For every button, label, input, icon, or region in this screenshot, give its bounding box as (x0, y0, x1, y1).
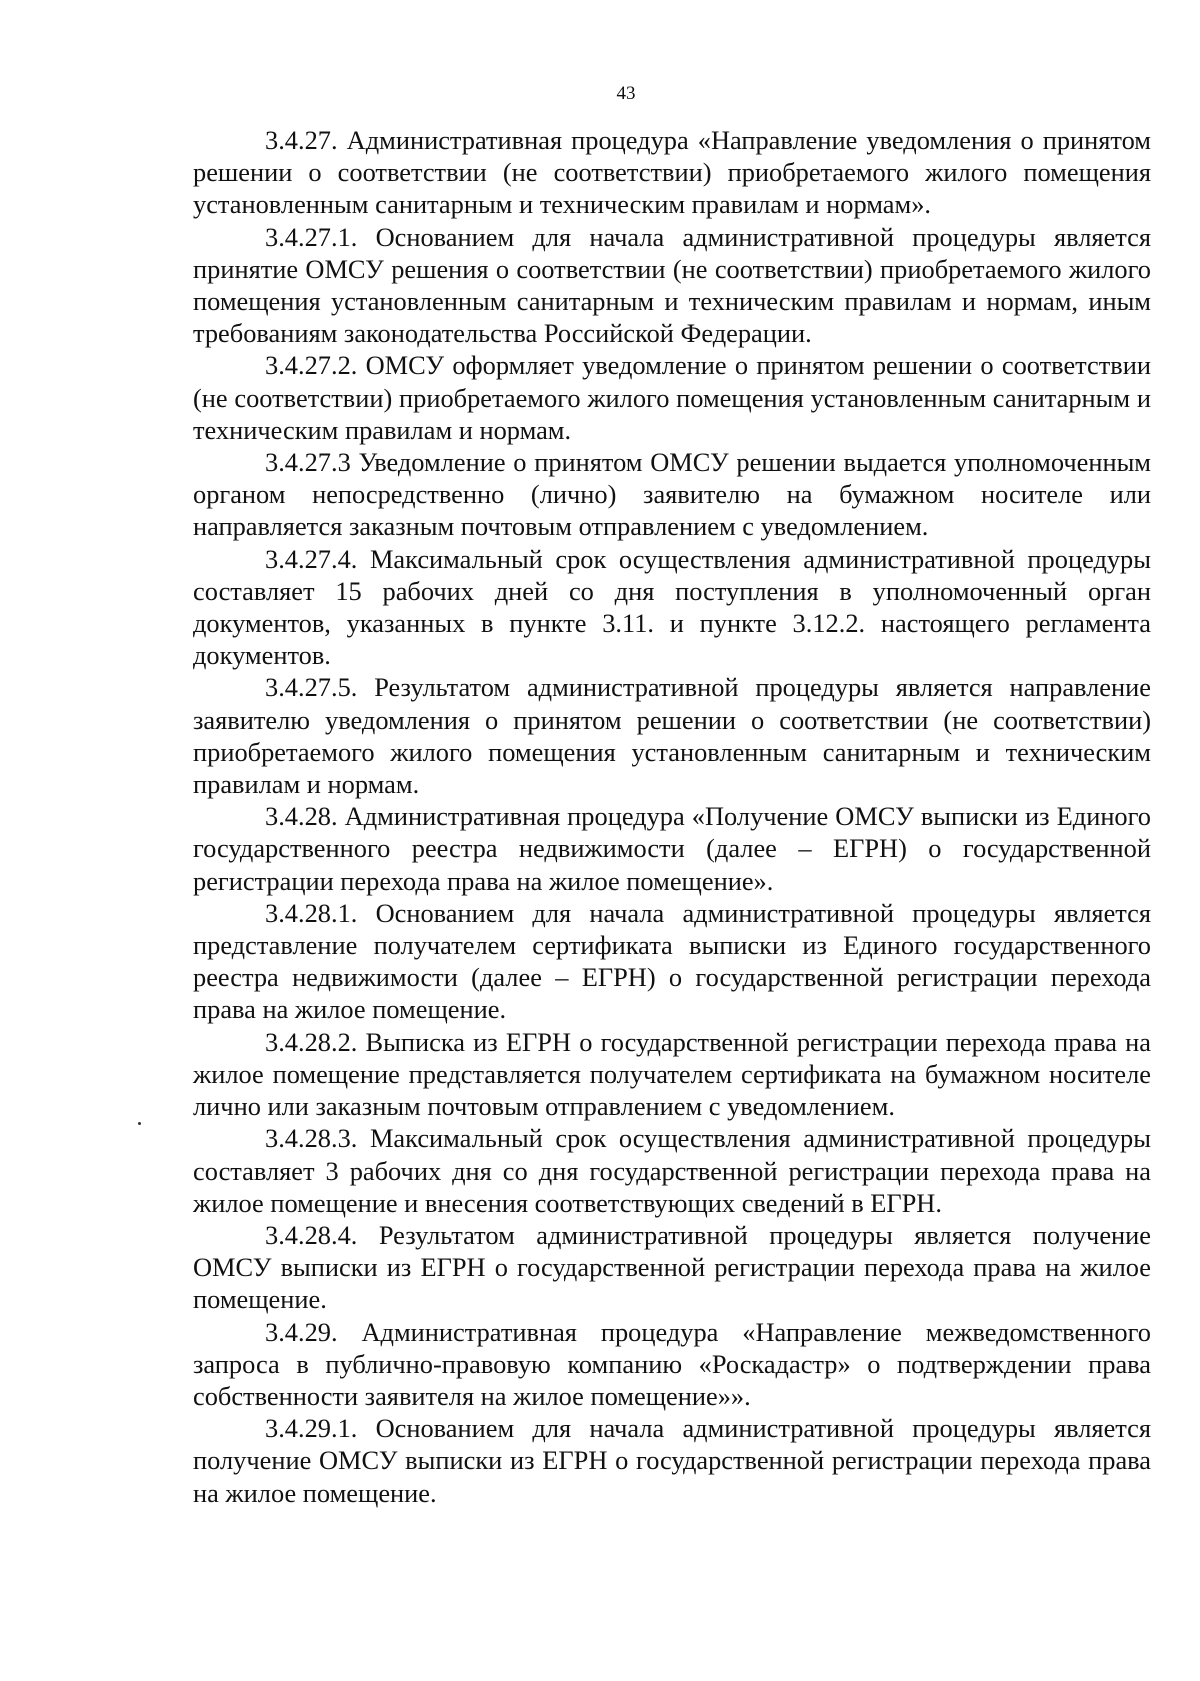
scan-dot-mark (138, 1122, 141, 1125)
paragraph-3-4-28-4: 3.4.28.4. Результатом административной процедуры является получение ОМСУ выписки из ЕГРН о государственной регистрации перехода права на жилое помещение. (193, 1219, 1151, 1315)
paragraph-3-4-28-3: 3.4.28.3. Максимальный срок осуществления административной процедуры составляет 3 рабочих дня со дня государственной регистрации перехода права на жилое помещение и внесения соответствующих сведений в ЕГРН. (193, 1123, 1151, 1218)
page-number: 43 (616, 83, 636, 104)
paragraph-3-4-27-1: 3.4.27.1. Основанием для начала административной процедуры является принятие ОМСУ решения о соответствии (не соответствии) приобретаемого жилого помещения установленным санитарным и техническим правилам и нормам, иным требованиям законодательства Российской Федерации. (193, 221, 1151, 349)
document-body (193, 124, 1151, 1509)
paragraph-3-4-27-4: 3.4.27.4. Максимальный срок осуществления административной процедуры составляет 15 рабочих дней со дня поступления в уполномоченный орган документов, указанных в пункте 3.11. и пункте 3.12.2. настоящего регламента документов. (193, 543, 1151, 671)
paragraph-3-4-27-5: 3.4.27.5. Результатом административной процедуры является направление заявителю уведомления о принятом решении о соответствии (не соответствии) приобретаемого жилого помещения установленным санитарным и техническим правилам и нормам. (193, 672, 1151, 800)
paragraph-3-4-28-1: 3.4.28.1. Основанием для начала административной процедуры является представление получателем сертификата выписки из Единого государственного реестра недвижимости (далее – ЕГРН) о государственной регистрации перехода права на жилое помещение. (193, 897, 1151, 1025)
paragraph-3-4-27: 3.4.27. Административная процедура «Направление уведомления о принятом решении о соответствии (не соответствии) приобретаемого жилого помещения установленным санитарным и техническим правилам и нормам». (193, 125, 1151, 220)
paragraph-3-4-29-1: 3.4.29.1. Основанием для начала административной процедуры является получение ОМСУ выписки из ЕГРН о государственной регистрации перехода права на жилое помещение. (193, 1413, 1151, 1508)
paragraph-3-4-28-2: 3.4.28.2. Выписка из ЕГРН о государственной регистрации перехода права на жилое помещение представляется получателем сертификата на бумажном носителе лично или заказным почтовым отправлением с уведомлением. (193, 1026, 1151, 1122)
paragraph-3-4-27-2: 3.4.27.2. ОМСУ оформляет уведомление о принятом решении о соответствии (не соответствии) приобретаемого жилого помещения установленным санитарным и техническим правилам и нормам. (193, 350, 1151, 445)
paragraph-3-4-29: 3.4.29. Административная процедура «Направление межведомственного запроса в публично-правовую компанию «Роскадастр» о подтверждении права собственности заявителя на жилое помещение»». (193, 1316, 1151, 1411)
paragraph-3-4-28: 3.4.28. Административная процедура «Получение ОМСУ выписки из Единого государственного реестра недвижимости (далее – ЕГРН) о государственной регистрации перехода права на жилое помещение». (193, 801, 1151, 896)
paragraph-3-4-27-3: 3.4.27.3 Уведомление о принятом ОМСУ решении выдается уполномоченным органом непосредственно (лично) заявителю на бумажном носителе или направляется заказным почтовым отправлением с уведомлением. (193, 447, 1151, 542)
